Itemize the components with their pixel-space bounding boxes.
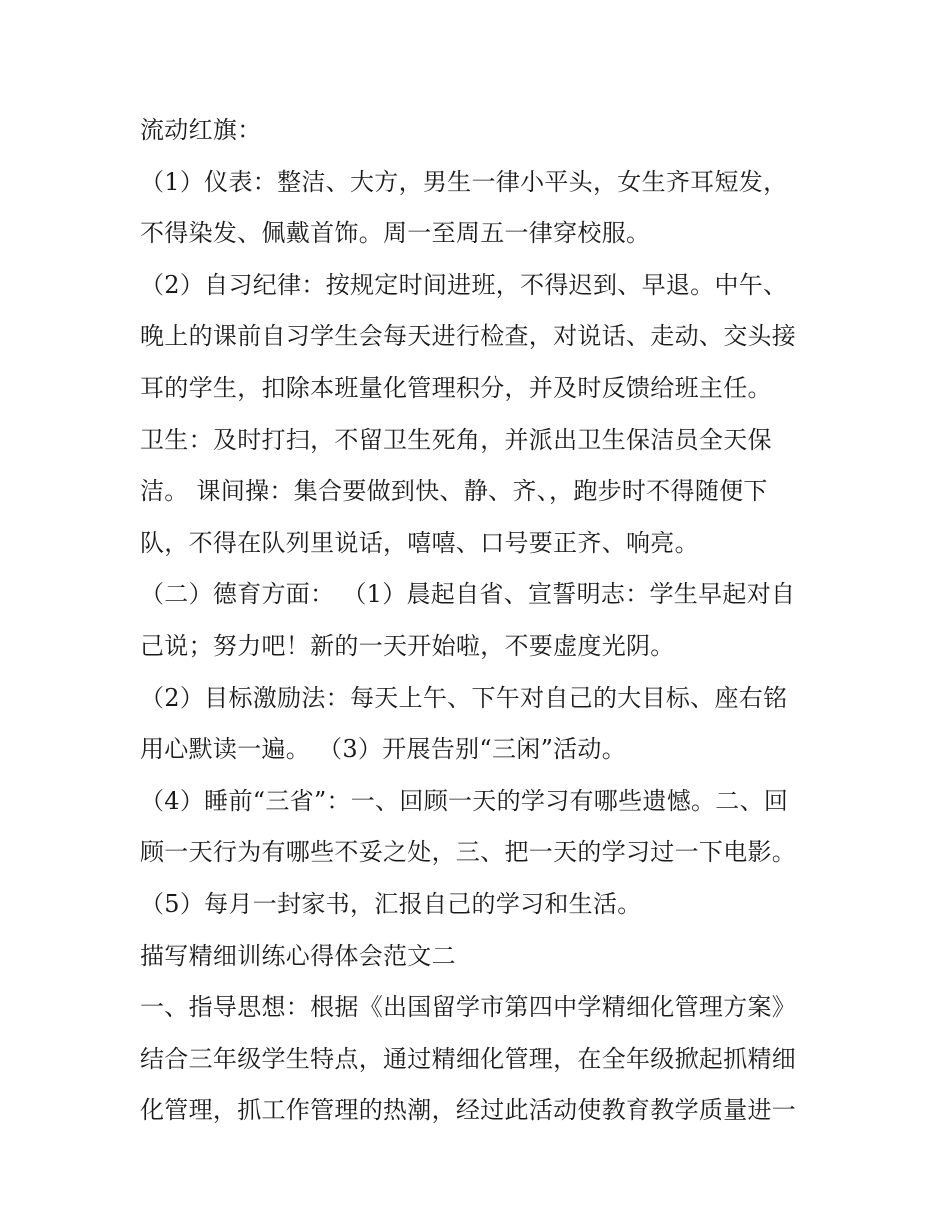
text-line: 流动红旗： bbox=[140, 116, 262, 144]
text-line: 卫生：及时打扫，不留卫生死角，并派出卫生保洁员全天保 bbox=[140, 425, 772, 454]
text-line: 不得染发、佩戴首饰。周一至周五一律穿校服。 bbox=[140, 219, 651, 248]
text-line: 己说；努力吧！新的一天开始啦，不要虚度光阴。 bbox=[140, 631, 675, 660]
text-line: 晚上的课前自习学生会每天进行检查，对说话、走动、交头接 bbox=[140, 322, 797, 351]
document-body bbox=[140, 105, 820, 1137]
text-line: 一、指导思想：根据《出国留学市第四中学精细化管理方案》 bbox=[140, 993, 797, 1022]
text-line: 顾一天行为有哪些不妥之处，三、把一天的学习过一下电影。 bbox=[140, 838, 797, 867]
text-line: （5）每月一封家书，汇报自己的学习和生活。 bbox=[140, 889, 642, 918]
text-line: （2）目标激励法：每天上午、下午对自己的大目标、座右铭 bbox=[140, 683, 788, 712]
text-line: （2）自习纪律：按规定时间进班，不得迟到、早退。中午、 bbox=[140, 270, 788, 299]
text-line: （二）德育方面： （1）晨起自省、宣誓明志：学生早起对自 bbox=[140, 580, 796, 609]
text-line: 用心默读一遍。 （3）开展告别“三闲”活动。 bbox=[140, 735, 627, 764]
text-line: 耳的学生，扣除本班量化管理积分，并及时反馈给班主任。 bbox=[140, 373, 772, 402]
text-line: （1）仪表：整洁、大方，男生一律小平头，女生齐耳短发， bbox=[140, 167, 788, 196]
text-line: 洁。 课间操：集合要做到快、静、齐、，跑步时不得随便下 bbox=[140, 477, 768, 506]
text-line: 结合三年级学生特点，通过精细化管理，在全年级掀起抓精细 bbox=[140, 1044, 797, 1073]
text-line: （4）睡前“三省”：一、回顾一天的学习有哪些遗憾。二、回 bbox=[140, 786, 789, 815]
text-line: 化管理，抓工作管理的热潮，经过此活动使教育教学质量进一 bbox=[140, 1096, 797, 1125]
text-line: 队，不得在队列里说话，嘻嘻、口号要正齐、响亮。 bbox=[140, 528, 699, 557]
section-heading: 描写精细训练心得体会范文二 bbox=[140, 941, 456, 970]
